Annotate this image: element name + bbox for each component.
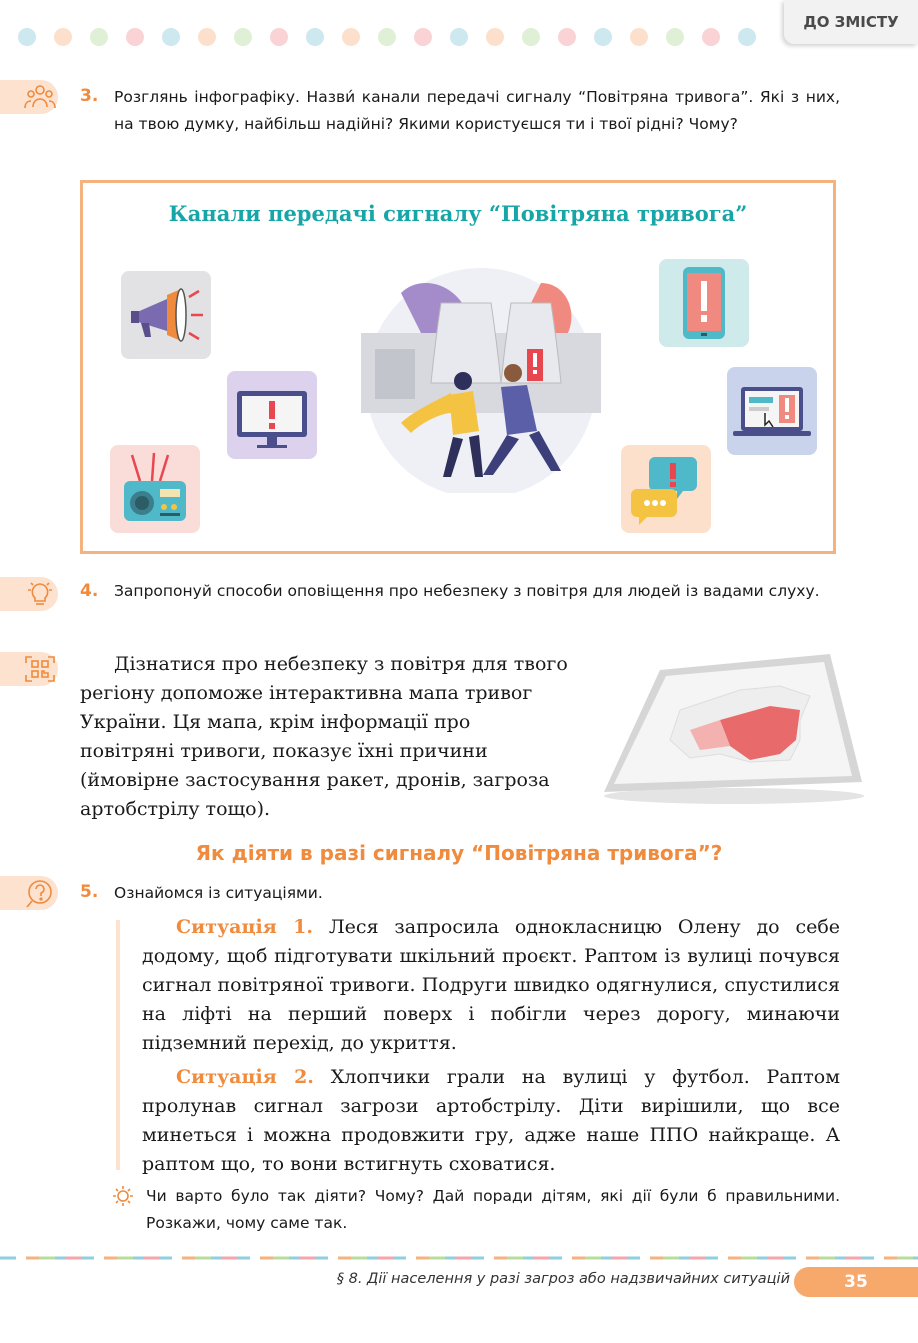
group-icon [0,80,58,114]
question-icon [0,876,58,910]
laptop-alert-icon [727,367,817,455]
task-text: Запропонуй способи оповіщення про небезпеку з повітря для людей із вадами слуху. [114,582,820,600]
situation-label: Ситуація 2. [176,1066,314,1088]
task-number: 3. [80,86,99,106]
section-heading: Як діяти в разі сигналу “Повітряна тривога”? [195,841,723,865]
situations-bar [116,920,120,1170]
page-number [794,1267,918,1297]
situation-2 [142,1063,840,1179]
toc-button[interactable] [784,0,918,44]
tv-alert-icon [227,371,317,459]
question-text: Чи варто було так діяти? Чому? Дай поради дітям, які дії були б правильними. Розкажи, чому саме так. [146,1187,840,1232]
page-number-label: 35 [844,1272,868,1292]
infographic-title: Канали передачі сигналу “Повітряна тривога” [168,201,748,226]
situation-text: Леся запросила однокласницю Олену до себе додому, щоб підготувати шкільний проєкт. Раптом із вулиці почувся сигнал повітряної тривоги. Подруги швидко одягнулися, спустилися на ліфті на перший поверх і побігли через дорогу, минаючи підземний перехід, до укриття. [142,916,841,1054]
task-number: 4. [80,581,99,601]
sun-icon [112,1185,134,1211]
footer-dashed-line [0,1256,918,1260]
task-number: 5. [80,882,99,902]
task-text: Розглянь інфографіку. Назви́ канали передачі сигналу “Повітряна тривога”. Які з них, на твою думку, найбільш надійні? Якими користуєшся ти і твої рідні? Чому? [114,88,840,133]
footer-chapter: § 8. Дії населення у разі загроз або надзвичайних ситуацій [336,1271,790,1287]
qr-icon [0,652,58,686]
chat-alert-icon [621,445,711,533]
task-text: Ознайомся із ситуаціями. [114,884,323,902]
infographic-box [80,180,836,554]
megaphone-icon [121,271,211,359]
tablet-map-icon [600,650,868,810]
situation-label: Ситуація 1. [176,916,313,938]
phone-alert-icon [659,259,749,347]
lightbulb-icon [0,577,58,611]
situation-text: Хлопчики грали на вулиці у футбол. Раптом пролунав сигнал загрози артобстрілу. Діти вирішили, що все минеться і можна продовжити гру, адже наше ППО найкраще. А раптом що, то вони встигнуть сховатися. [142,1066,840,1175]
situation-1 [142,913,840,1058]
central-illustration [351,253,611,493]
toc-button-label: ДО ЗМІСТУ [803,13,899,31]
decorative-dots [18,28,778,48]
info-paragraph: Дізнатися про небезпеку з повітря для твого регіону допоможе інтерактивна мапа тривог України. Ця мапа, крім інформації про повітряні тривоги, показує їхні причини (ймовірне застосування ракет, дронів, загроза артобстрілу тощо). [80,653,568,820]
radio-icon [110,445,200,533]
